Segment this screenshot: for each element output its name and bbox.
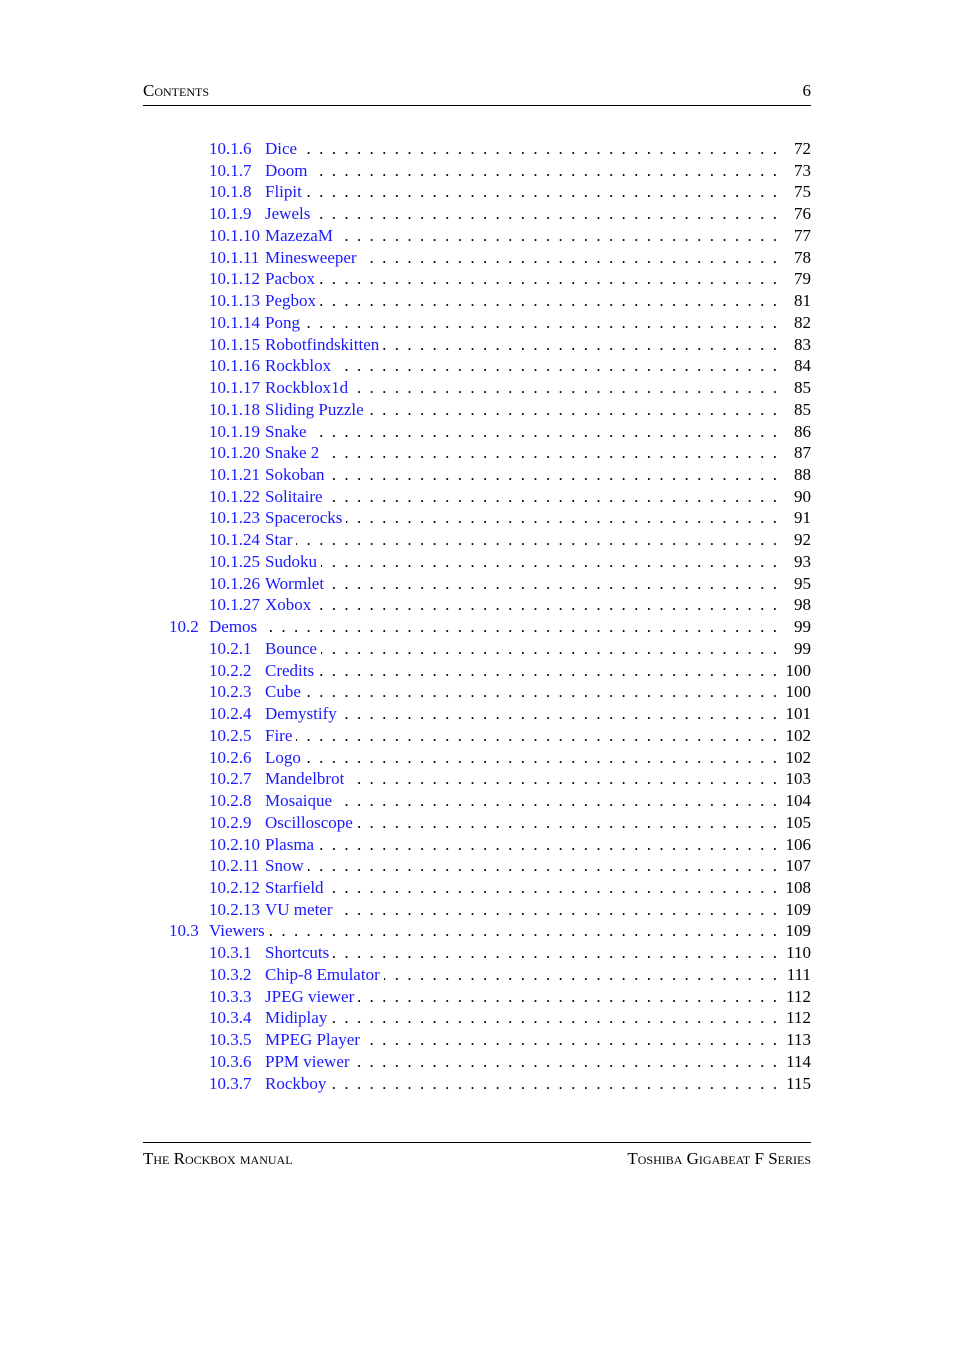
toc-entry-page: 85	[777, 399, 811, 421]
toc-entry-page: 87	[777, 442, 811, 464]
toc-dot-leader	[265, 1007, 777, 1029]
toc-entry-number[interactable]: 10.2	[169, 617, 199, 637]
toc-entry-page: 102	[777, 725, 811, 747]
toc-entry-title[interactable]: PPM viewer	[265, 1051, 354, 1073]
toc-entry-number[interactable]: 10.3.7	[209, 1073, 252, 1093]
toc-entry-title[interactable]: Snake	[265, 421, 311, 443]
toc-entry-number[interactable]: 10.1.16	[209, 356, 260, 376]
toc-entry-title[interactable]: Pacbox	[265, 268, 319, 290]
toc-entry-number[interactable]: 10.3.2	[209, 964, 252, 984]
toc-entry-title[interactable]: MPEG Player	[265, 1029, 364, 1051]
toc-entry-page: 99	[777, 616, 811, 638]
toc-entry-number[interactable]: 10.1.15	[209, 334, 260, 354]
toc-entry-title[interactable]: Wormlet	[265, 573, 328, 595]
toc-entry[interactable]	[143, 399, 811, 421]
toc-entry-number[interactable]: 10.1.22	[209, 486, 260, 506]
toc-entry-number[interactable]: 10.2.2	[209, 660, 252, 680]
toc-entry-title[interactable]: Rockboy	[265, 1073, 330, 1095]
toc-entry-number[interactable]: 10.2.4	[209, 704, 252, 724]
toc-entry-title[interactable]: JPEG viewer	[265, 986, 358, 1008]
toc-dot-leader	[265, 464, 777, 486]
toc-dot-leader	[265, 442, 777, 464]
toc-entry-title[interactable]: MazezaM	[265, 225, 337, 247]
toc-entry[interactable]	[143, 1029, 811, 1051]
toc-entry[interactable]	[143, 377, 811, 399]
toc-entry-number[interactable]: 10.1.19	[209, 421, 260, 441]
toc-entry-title[interactable]: Oscilloscope	[265, 812, 357, 834]
toc-entry-number[interactable]: 10.1.17	[209, 378, 260, 398]
toc-entry-title[interactable]: Plasma	[265, 834, 318, 856]
toc-entry[interactable]	[143, 573, 811, 595]
toc-dot-leader	[265, 638, 777, 660]
toc-entry-title[interactable]: Pegbox	[265, 290, 320, 312]
toc-entry-page: 95	[777, 573, 811, 595]
toc-dot-leader	[265, 290, 777, 312]
toc-entry[interactable]	[143, 1051, 811, 1073]
toc-entry-title[interactable]: Bounce	[265, 638, 321, 660]
toc-entry-page: 85	[777, 377, 811, 399]
toc-entry-number[interactable]: 10.3.1	[209, 943, 252, 963]
toc-entry-page: 81	[777, 290, 811, 312]
toc-entry-number[interactable]: 10.1.13	[209, 291, 260, 311]
toc-entry-number[interactable]: 10.3.4	[209, 1008, 252, 1028]
toc-entry-number[interactable]: 10.2.1	[209, 638, 252, 658]
toc-entry-page: 83	[777, 334, 811, 356]
toc-entry[interactable]	[143, 334, 811, 356]
toc-dot-leader	[265, 594, 777, 616]
toc-entry-title[interactable]: Demystify	[265, 703, 341, 725]
toc-entry-number[interactable]: 10.3.3	[209, 986, 252, 1006]
toc-entry-title[interactable]: Logo	[265, 747, 305, 769]
toc-dot-leader	[265, 899, 777, 921]
toc-entry[interactable]	[143, 247, 811, 269]
toc-entry-title[interactable]: Flipit	[265, 181, 306, 203]
toc-entry-title[interactable]: Starfield	[265, 877, 328, 899]
toc-entry-title[interactable]: Sudoku	[265, 551, 321, 573]
toc-dot-leader	[265, 747, 777, 769]
toc-entry[interactable]	[143, 986, 811, 1008]
toc-entry[interactable]	[143, 138, 811, 160]
toc-entry[interactable]	[143, 855, 811, 877]
toc-dot-leader	[265, 573, 777, 595]
toc-entry-title[interactable]: Pong	[265, 312, 304, 334]
page-footer	[143, 1142, 811, 1169]
toc-entry[interactable]	[143, 312, 811, 334]
toc-entry[interactable]	[143, 421, 811, 443]
toc-entry[interactable]	[143, 964, 811, 986]
toc-entry-number[interactable]: 10.1.26	[209, 573, 260, 593]
toc-dot-leader	[265, 681, 777, 703]
toc-dot-leader	[265, 834, 777, 856]
toc-dot-leader	[265, 160, 777, 182]
toc-entry[interactable]	[143, 1073, 811, 1095]
toc-dot-leader	[265, 725, 777, 747]
toc-entry-page: 76	[777, 203, 811, 225]
toc-entry[interactable]	[143, 812, 811, 834]
toc-dot-leader	[265, 225, 777, 247]
toc-entry-title[interactable]: Minesweeper	[265, 247, 361, 269]
toc-entry-page: 78	[777, 247, 811, 269]
toc-entry-number[interactable]: 10.2.6	[209, 747, 252, 767]
toc-entry-page: 105	[777, 812, 811, 834]
toc-entry-title[interactable]: Midiplay	[265, 1007, 331, 1029]
toc-entry-number[interactable]: 10.3	[169, 921, 199, 941]
toc-entry-page: 79	[777, 268, 811, 290]
toc-dot-leader	[209, 616, 777, 638]
toc-entry-page: 88	[777, 464, 811, 486]
toc-entry-number[interactable]: 10.1.20	[209, 443, 260, 463]
toc-entry[interactable]	[143, 290, 811, 312]
toc-entry-page: 104	[777, 790, 811, 812]
toc-entry[interactable]	[143, 747, 811, 769]
toc-entry[interactable]	[143, 942, 811, 964]
toc-entry[interactable]	[143, 899, 811, 921]
toc-entry-page: 112	[777, 986, 811, 1008]
toc-entry-page: 112	[777, 1007, 811, 1029]
toc-entry-number[interactable]: 10.1.18	[209, 399, 260, 419]
toc-entry[interactable]	[143, 160, 811, 182]
toc-entry-page: 75	[777, 181, 811, 203]
toc-entry-page: 109	[777, 899, 811, 921]
footer-device-name: Toshiba Gigabeat F Series	[627, 1149, 811, 1168]
toc-entry-title[interactable]: Doom	[265, 160, 312, 182]
toc-dot-leader	[265, 529, 777, 551]
toc-entry-number[interactable]: 10.1.12	[209, 269, 260, 289]
toc-dot-leader	[265, 312, 777, 334]
toc-entry-title[interactable]: Sokoban	[265, 464, 329, 486]
toc-dot-leader	[265, 855, 777, 877]
toc-entry[interactable]	[143, 616, 811, 638]
toc-entry[interactable]	[143, 551, 811, 573]
toc-entry-page: 93	[777, 551, 811, 573]
toc-entry[interactable]	[143, 834, 811, 856]
toc-entry-number[interactable]: 10.2.7	[209, 769, 252, 789]
toc-entry-number[interactable]: 10.2.12	[209, 877, 260, 897]
toc-entry-title[interactable]: Solitaire	[265, 486, 327, 508]
toc-dot-leader	[265, 1073, 777, 1095]
toc-entry-page: 107	[777, 855, 811, 877]
toc-entry-page: 98	[777, 594, 811, 616]
toc-dot-leader	[265, 486, 777, 508]
toc-entry-title[interactable]: Viewers	[209, 920, 269, 942]
toc-entry[interactable]	[143, 920, 811, 942]
toc-entry[interactable]	[143, 768, 811, 790]
toc-entry-title[interactable]: Snake 2	[265, 442, 323, 464]
toc-entry[interactable]	[143, 877, 811, 899]
toc-entry-page: 91	[777, 507, 811, 529]
toc-entry-page: 84	[777, 355, 811, 377]
toc-entry-page: 113	[777, 1029, 811, 1051]
toc-entry-title[interactable]: Sliding Puzzle	[265, 399, 368, 421]
toc-entry-title[interactable]: Jewels	[265, 203, 314, 225]
toc-entry-number[interactable]: 10.1.27	[209, 595, 260, 615]
toc-entry-title[interactable]: Mosaique	[265, 790, 336, 812]
toc-entry[interactable]	[143, 660, 811, 682]
toc-entry[interactable]	[143, 681, 811, 703]
toc-entry-number[interactable]: 10.2.11	[209, 856, 260, 876]
toc-entry-number[interactable]: 10.1.10	[209, 225, 260, 245]
toc-entry[interactable]	[143, 703, 811, 725]
toc-entry-number[interactable]: 10.2.10	[209, 834, 260, 854]
toc-entry[interactable]	[143, 203, 811, 225]
toc-entry-page: 92	[777, 529, 811, 551]
toc-entry-number[interactable]: 10.2.3	[209, 682, 252, 702]
toc-dot-leader	[265, 703, 777, 725]
toc-dot-leader	[265, 877, 777, 899]
toc-entry-page: 106	[777, 834, 811, 856]
toc-entry-page: 111	[777, 964, 811, 986]
toc-entry-title[interactable]: Snow	[265, 855, 308, 877]
toc-entry[interactable]	[143, 1007, 811, 1029]
table-of-contents	[143, 138, 811, 1094]
toc-entry[interactable]	[143, 529, 811, 551]
toc-entry-number[interactable]: 10.1.23	[209, 508, 260, 528]
toc-entry-title[interactable]: Mandelbrot	[265, 768, 348, 790]
toc-entry-title[interactable]: Fire	[265, 725, 296, 747]
toc-entry-title[interactable]: Dice	[265, 138, 301, 160]
toc-dot-leader	[265, 203, 777, 225]
toc-entry-number[interactable]: 10.3.5	[209, 1030, 252, 1050]
toc-entry[interactable]	[143, 486, 811, 508]
toc-entry-number[interactable]: 10.1.21	[209, 465, 260, 485]
toc-entry-page: 109	[777, 920, 811, 942]
toc-entry-number[interactable]: 10.3.6	[209, 1051, 252, 1071]
toc-entry-page: 108	[777, 877, 811, 899]
toc-entry-title[interactable]: Demos	[209, 616, 261, 638]
toc-entry[interactable]	[143, 355, 811, 377]
toc-entry-page: 100	[777, 681, 811, 703]
toc-entry-page: 90	[777, 486, 811, 508]
toc-dot-leader	[265, 181, 777, 203]
running-header-section: Contents	[143, 81, 210, 100]
toc-entry-page: 99	[777, 638, 811, 660]
toc-entry-number[interactable]: 10.1.25	[209, 551, 260, 571]
toc-dot-leader	[265, 268, 777, 290]
footer-manual-title: The Rockbox manual	[143, 1149, 293, 1168]
toc-entry-page: 100	[777, 660, 811, 682]
toc-entry-number[interactable]: 10.1.11	[209, 247, 260, 267]
toc-entry-title[interactable]: Robotfindskitten	[265, 334, 383, 356]
toc-entry-title[interactable]: Xobox	[265, 594, 315, 616]
toc-entry-title[interactable]: Shortcuts	[265, 942, 333, 964]
toc-entry-title[interactable]: Star	[265, 529, 296, 551]
toc-entry[interactable]	[143, 225, 811, 247]
toc-entry-number[interactable]: 10.2.8	[209, 791, 252, 811]
toc-entry-title[interactable]: VU meter	[265, 899, 337, 921]
toc-entry-page: 110	[777, 942, 811, 964]
toc-entry[interactable]	[143, 464, 811, 486]
page-number: 6	[802, 81, 811, 100]
toc-dot-leader	[265, 942, 777, 964]
toc-entry-page: 86	[777, 421, 811, 443]
toc-entry-number[interactable]: 10.2.9	[209, 812, 252, 832]
toc-entry-page: 73	[777, 160, 811, 182]
toc-entry-page: 82	[777, 312, 811, 334]
toc-entry[interactable]	[143, 507, 811, 529]
toc-entry[interactable]	[143, 725, 811, 747]
toc-entry-title[interactable]: Credits	[265, 660, 318, 682]
toc-entry-title[interactable]: Cube	[265, 681, 305, 703]
toc-dot-leader	[265, 660, 777, 682]
toc-dot-leader	[265, 421, 777, 443]
toc-entry-number[interactable]: 10.1.7	[209, 160, 252, 180]
toc-entry-page: 72	[777, 138, 811, 160]
toc-dot-leader	[265, 355, 777, 377]
toc-entry-number[interactable]: 10.1.9	[209, 204, 252, 224]
toc-entry-title[interactable]: Chip-8 Emulator	[265, 964, 384, 986]
toc-entry[interactable]	[143, 442, 811, 464]
toc-dot-leader	[265, 551, 777, 573]
toc-entry-page: 103	[777, 768, 811, 790]
toc-entry-number[interactable]: 10.1.6	[209, 139, 252, 158]
toc-entry-number[interactable]: 10.1.24	[209, 530, 260, 550]
toc-entry-title[interactable]: Spacerocks	[265, 507, 346, 529]
toc-entry[interactable]	[143, 790, 811, 812]
toc-dot-leader	[265, 138, 777, 160]
toc-entry-title[interactable]: Rockblox	[265, 355, 335, 377]
toc-dot-leader	[209, 920, 777, 942]
toc-entry[interactable]	[143, 638, 811, 660]
page-header	[143, 81, 811, 106]
toc-entry-page: 115	[777, 1073, 811, 1095]
toc-entry-number[interactable]: 10.2.5	[209, 725, 252, 745]
toc-entry-page: 77	[777, 225, 811, 247]
toc-entry-page: 114	[777, 1051, 811, 1073]
toc-entry-page: 102	[777, 747, 811, 769]
toc-entry-page: 101	[777, 703, 811, 725]
toc-entry[interactable]	[143, 181, 811, 203]
toc-dot-leader	[265, 790, 777, 812]
toc-entry[interactable]	[143, 268, 811, 290]
toc-entry-number[interactable]: 10.2.13	[209, 899, 260, 919]
toc-entry-title[interactable]: Rockblox1d	[265, 377, 352, 399]
toc-entry-number[interactable]: 10.1.8	[209, 182, 252, 202]
toc-entry-number[interactable]: 10.1.14	[209, 312, 260, 332]
toc-entry[interactable]	[143, 594, 811, 616]
